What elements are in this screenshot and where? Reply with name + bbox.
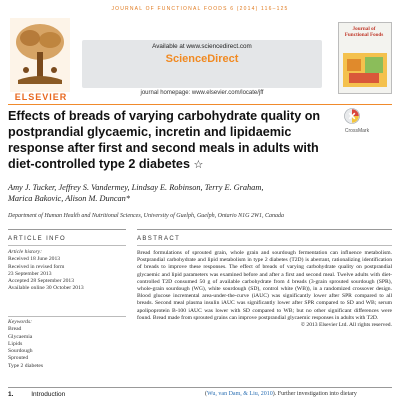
section-heading (8, 391, 126, 398)
body-divider (8, 387, 392, 388)
abstract-heading: ABSTRACT (137, 236, 181, 242)
title-footnote-star[interactable]: ☆ (193, 159, 204, 171)
elsevier-tree-logo (10, 18, 70, 92)
body-text: ). Further investigation into dietary (272, 391, 357, 397)
keywords-list (8, 319, 126, 370)
author-list (8, 183, 392, 204)
keyword-item: Bread (8, 326, 22, 333)
history-item: Available online 30 October 2013 (8, 285, 84, 292)
journal-homepage-link[interactable]: journal homepage: www.elsevier.com/locate/jff (140, 90, 264, 96)
crossmark-label: CrossMark (344, 128, 370, 134)
journal-cover-title: Journal of Functional Foods (344, 26, 384, 38)
keyword-item: Type 2 diabetes (8, 362, 44, 369)
copyright-notice: © 2013 Elsevier Ltd. All rights reserved. (300, 322, 392, 329)
keyword-item: Sprouted (8, 355, 29, 362)
authors-line[interactable]: Amy J. Tucker, Jeffrey S. Vandermey, Lindsay E. Robinson, Terry E. Graham, (8, 183, 264, 192)
keywords-heading: Keywords: (8, 319, 33, 325)
section-number: 1. (8, 391, 14, 398)
keyword-item: Sourdough (8, 348, 33, 355)
crossmark-icon[interactable] (344, 108, 360, 124)
article-title (8, 108, 338, 173)
keyword-item: Glycaemia (8, 333, 33, 340)
keyword-item: Lipids (8, 340, 23, 347)
history-item: Received 18 June 2013 (8, 256, 61, 263)
history-item: 23 September 2013 (8, 270, 52, 277)
article-info-heading: ARTICLE INFO (8, 236, 67, 242)
section-title: Introduction (31, 391, 66, 398)
journal-citation-line: JOURNAL OF FUNCTIONAL FOODS 6 (2014) 116–125 (111, 6, 289, 12)
article-info-top-rule (8, 229, 126, 230)
available-at-link[interactable]: Available at www.sciencedirect.com (152, 43, 252, 50)
history-item: Accepted 28 September 2013 (8, 278, 75, 285)
affiliation: Department of Human Health and Nutritional Sciences, University of Guelph, Guelph, Ontario N1G 2W1, Canada (8, 213, 284, 219)
authors-line[interactable]: Marica Bakovic, Alison M. Duncan* (8, 193, 130, 203)
abstract-paragraph: Bread formulations of sprouted grain, whole grain and sourdough fermentation can influence metabolism. Postprandial carbohydrate and lipid metabolism in type 2 diabetes (T2D) is aberrant, rationalizing identification of breads to improve these responses. The effect of breads of varying carbohydrate quality on postprandial glycaemic and lipid parameters was examined before and after a first and second meal. Twelve adults with diet-controlled T2D consumed 50 g of available carbohydrate from 4 breads (3-grain sprouted sourdough (SPR), whole-grain sourdough (WG), white sourdough (SD), control white (WB)), in a randomized crossover design. Blood glucose incremental area-under-the-curve (iAUC) was significantly lower after SPR compared to all breads. Second meal plasma insulin iAUC was significantly lower after SPR compared to SD and WB; serum apolipoprotein B-100 iAUC was lower with SD compared to WB; but no other significant differences were found. Bread made from sprouted grains can improve postprandial glycaemic responses in adults with T2D. (137, 250, 392, 321)
publisher-name: ELSEVIER (14, 92, 68, 102)
citation-link[interactable]: Wu, van Dam, & Liu, 2010 (207, 391, 273, 397)
keywords-divider (8, 316, 126, 317)
abstract-body (137, 250, 392, 329)
history-heading: Article history: (8, 249, 43, 255)
body-text-snippet: (Wu, van Dam, & Liu, 2010). Further investigation into dietary (205, 391, 357, 397)
article-history (8, 249, 126, 293)
article-info-divider (8, 245, 126, 246)
header-divider (8, 104, 392, 105)
history-item: Received in revised form (8, 263, 65, 270)
sciencedirect-logo: ScienceDirect (165, 53, 239, 65)
abstract-top-rule (137, 229, 392, 230)
article-title-text: Effects of breads of varying carbohydrate quality on postprandial glycaemic, incretin and lipidaemic response after first and second meals in adults with diet-controlled type 2 diabetes (8, 109, 321, 171)
abstract-divider (137, 245, 392, 246)
